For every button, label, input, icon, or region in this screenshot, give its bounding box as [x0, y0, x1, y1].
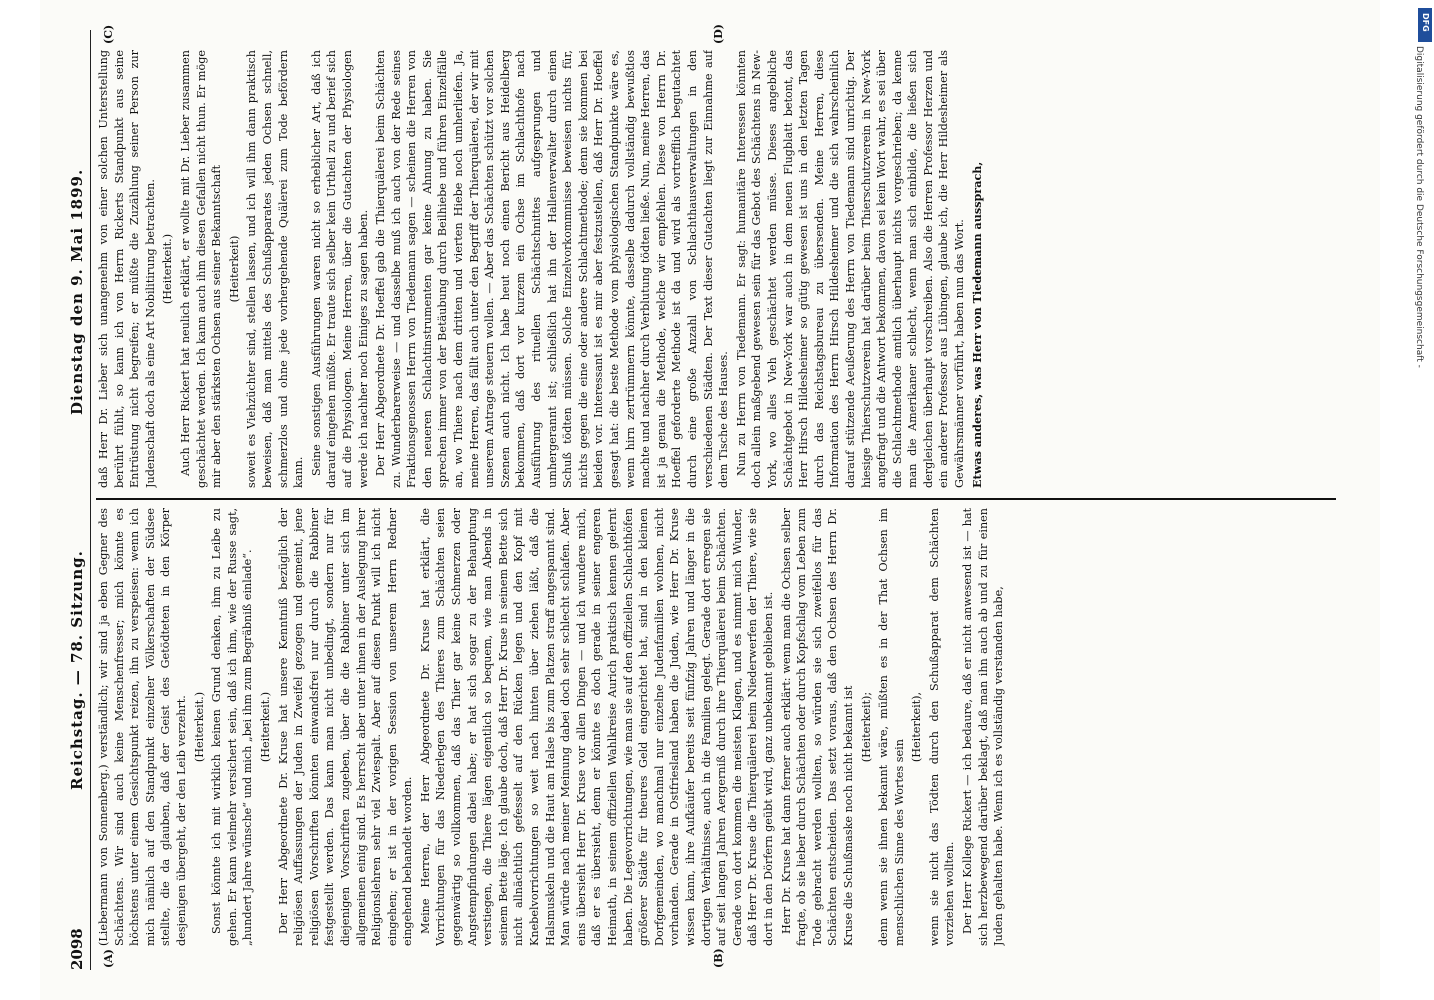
header-rule [90, 30, 91, 970]
paragraph: Seine sonstigen Ausführungen waren nicht so erheblicher Art, daß ich darauf eingehen müßte. Er traute sich selber kein Urtheil zu und berief sich auf die Physiologen. Meine Herren, über die Gutachten der Physiologen werde ich nachher noch Einiges zu sagen haben. [309, 50, 370, 488]
margin-marker-b: (B) [712, 948, 725, 968]
paragraph: (Liebermann von Sonnenberg.) verständlich; wir sind ja eben Gegner des Schächtens. Wir sind auch keine Menschenfresser; mich könnte es höchstens unter einem Gesichtspunkt reizen, ihn zu verspeisen: wenn ich mich nämlich auf den Standpunkt einzelner Völkerschaften der Südsee stellte, die da glauben, daß der Geist des Getödteten in den Körper desjenigen übergeht, der den Leib verzehrt. [97, 508, 188, 946]
column-divider [96, 498, 1336, 500]
right-text-column [96, 50, 1336, 488]
paragraph: (Heiterkeit), [910, 691, 924, 763]
credit-text: Digitalisierung gefördert durch die Deutsche Forschungsgemeinschaft - [1414, 46, 1424, 368]
paragraph: Der Herr Kollege Rickert — ich bedaure, daß er nicht anwesend ist — hat sich herzbewegend darüber beklagt, daß man ihn auch ab und zu für einen Juden gehalten habe. Wenn ich es vollständig verstanden habe, [961, 508, 1006, 946]
paragraph: (Heiterkeit) [227, 235, 241, 303]
dfg-logo: DFG [1418, 8, 1432, 42]
paragraph: Herr Dr. Kruse hat dann ferner auch erklärt: wenn man die Ochsen selber fragte, ob sie lieber durch Schächten oder durch Kopfschlag vom Leben zum Tode gebracht werden wollten, so würden sie sich zweifellos für das Schächten entscheiden. Das setzt voraus, daß den Ochsen des Herrn Dr. Kruse die Schußmaske noch nicht bekannt ist [779, 508, 855, 946]
paragraph: Der Herr Abgeordnete Dr. Hoeffel gab die Thierquälerei beim Schächten zu. Wunderbarerweise — und dasselbe muß ich auch von der Rede seines Fraktionsgenossen Herrn von Tiedemann sagen — scheinen die Herren von den neueren Schlachtinstrumenten gar keine Ahnung zu haben. Sie sprechen immer von der Betäubung durch Beilhiebe und führen Einzelfälle an, wo Thiere nach dem dritten und vierten Hiebe noch umherliefen. Ja, meine Herren, das fällt auch unter den Begriff der Thierquälerei, der wir mit unserem Antrage steuern wollen. — Aber das Schächten schützt vor solchen Szenen auch nicht. Ich habe heut noch einen Bericht aus Heidelberg bekommen, daß dort vor kurzem ein Ochse im Schlachthofe nach Ausführung des rituellen Schächtschnittes aufgesprungen und umhergerannt ist; schließlich hat ihn der Hallenverwalter durch einen Schuß tödten müssen. Solche Einzelvorkommnisse beweisen nichts für, nichts gegen die eine oder andere Schlachtmethode; denn sie kommen bei beiden vor. Interessant ist es mir aber festzustellen, daß Herr Dr. Hoeffel gesagt hat: die beste Methode vom physiologischen Standpunkte wäre es, wenn hirn zertrümmern könnte, dasselbe dadurch vollständig bewußtlos machte und nachher durch Verblutung tödten ließe. Nun, meine Herren, das ist ja genau die Methode, welche wir empfehlen. Diese von Herrn Dr. Hoeffel geforderte Methode ist da und wird als vortrefflich begutachtet durch eine große Anzahl von Schlachthausverwaltungen in den verschiedenen Städten. Der Text dieser Gutachten liegt zur Einnahme auf dem Tische des Hauses. [374, 50, 731, 488]
paragraph: Nun zu Herrn von Tiedemann. Er sagt: humanitäre Interessen könnten doch allein maßgebend gewesen sein für das Gebot des Schächtens in New-York, wo alles Vieh geschächtet werden müsse. Dieses angebliche Schächtgebot in New-York war auch in dem neuen Flugblatt betont, das Herr Hirsch Hildesheimer so gütig gewesen ist uns in den letzten Tagen durch das Reichstagsbureau zu übersenden. Meine Herren, diese Information des Herrn Hirsch Hildesheimer und die sich wahrscheinlich darauf stützende Aeußerung des Herrn von Tiedemann sind unrichtig. Der hiesige Thierschutzverein hat darüber beim Thierschutzverein in New-York angefragt und die Antwort bekommen, davon sei kein Wort wahr, es sei über die Schlachtmethode amtlich überhaupt nichts vorgeschrieben; da kenne man die Amerikaner schlecht, wenn man sich einbilde, die ließen sich dergleichen überhaupt vorschreiben. Also die Herren Professor Herzen und ein anderer Professor aus Lübingen, glaube ich, die Herr Hildesheimer als Gewährsmänner vorführt, haben nun das Wort. [734, 50, 967, 488]
paragraph: Auch Herr Rickert hat neulich erklärt, er wollte mit Dr. Lieber zusammen geschächtet werden. Ich kann auch ihm diesen Gefallen nicht thun. Er möge mir aber den stärksten Ochsen aus seiner Bekanntschaft [178, 50, 224, 488]
paragraph: soweit es Viehzüchter sind, stellen lassen, und ich will ihm dann praktisch beweisen, daß man mittels des Schußapparates jeden Ochsen schnell, schmerzlos und ohne jede vorhergehende Quälerei zum Tode befördern kann. [245, 50, 306, 488]
margin-marker-a: (A) [102, 949, 115, 968]
page-number: 2098 [68, 928, 86, 970]
paragraph: denn wenn sie ihnen bekannt wäre, müßten es in der That Ochsen im menschlichen Sinne des Wortes sein [877, 508, 906, 946]
rotated-page [62, 24, 1362, 970]
paragraph: Der Herr Abgeordnete Dr. Kruse hat unsere Kenntniß bezüglich der religiösen Auffassungen der Juden in Zweifel gezogen und gemeint, jene religiösen Vorschriften könnten einwandsfrei nur durch die Rabbiner festgestellt werden. Das kann man nicht unbedingt, sondern nur für diejenigen Vorschriften zugeben, über die die Rabbiner unter sich im allgemeinen einig sind. Es herrscht aber unter ihnen in der Auslegung ihrer Religionslehren sehr viel Zwiespalt. Aber auf diesen Punkt will ich nicht eingehen; er ist in der vorigen Session von unserem Herrn Redner eingehend behandelt worden. [276, 508, 415, 946]
paragraph: (Heiterkeit); [859, 691, 873, 763]
margin-marker-c: (C) [102, 24, 115, 44]
session-date: Dienstag den 9. Mai 1899. [68, 168, 86, 415]
paragraph: Sonst könnte ich mit wirklich keinen Grund denken, ihm zu Leibe zu gehen. Er kann vielmehr versichert sein, daß ich ihm, wie der Russe sagt, „hundert Jahre wünsche“ und mich „bei ihm zum Begräbniß einlade“. [210, 508, 255, 946]
paragraph: Etwas anderes, was Herr von Tiedemann aussprach, [969, 161, 984, 488]
scanned-page [40, 0, 1380, 1000]
paragraph: (Heiterkeit.) [192, 691, 206, 763]
paragraph: daß Herr Dr. Lieber sich unangenehm von einer solchen Unterstellung berührt fühlt, so kann ich von Herrn Rickerts Standpunkt aus seine Entrüstung nicht begreifen; er müßte die Zuzählung seiner Person zur Judenschaft doch als eine Art Nobilitirung betrachten. [97, 50, 157, 488]
paragraph: (Heiterkeit.) [258, 691, 272, 763]
session-title: Reichstag. — 78. Sitzung. [68, 550, 86, 790]
paragraph: wenn sie nicht das Tödten durch den Schußapparat dem Schächten vorziehen wollten. [927, 508, 957, 946]
left-text-column [96, 508, 1336, 946]
paragraph: (Heiterkeit.) [161, 233, 175, 305]
margin-marker-d: (D) [712, 24, 725, 44]
paragraph: Meine Herren, der Herr Abgeordnete Dr. Kruse hat erklärt, die Vorrichtungen für das Niederlegen des Thieres zum Schächten seien gegenwärtig so vollkommen, daß das Thier gar keine Schmerzen oder Angstempfindungen dabei habe; er hat sich sogar zu der Behauptung verstiegen, die Thiere lägen eigentlich so bequem, wie man Abends in seinem Bette läge. Ich glaube doch, daß Herr Dr. Kruse in seinem Bette sich nicht allnächtlich gefesselt auf den Rücken legen und den Kopf mit Knebelvorrichtungen so weit nach hinten über ziehen läßt, daß die Halsmuskeln und die Haut am Halse bis zum Platzen straff angespannt sind. Man würde nach meiner Meinung dabei doch sehr schlecht schlafen. Aber eins übersieht Herr Dr. Kruse vor allen Dingen — und ich wundere mich, daß er es übersieht, denn er könnte es doch gerade in seiner engeren Heimath, in seinem offiziellen Wahlkreise Aurich praktisch kennen gelernt haben. Die Legevorrichtungen, wie man sie auf den offiziellen Schlachthöfen größerer Städte für theures Geld eingerichtet hat, sind in den kleinen Dorfgemeinden, wo manchmal nur einzelne Judenfamilien wohnen, nicht vorhanden. Gerade in Ostfriesland haben die Juden, wie Herr Dr. Kruse wissen kann, ihre Aufkäufer bereits seit fünfzig Jahren und länger in die dortigen Verhältnisse, auch in die Familien gelegt. Gerade dort erregen sie auf seit langen Jahren Aergerniß durch ihre Thierquälerei beim Schächten. Gerade von dort kommen die meisten Klagen, und es nimmt mich Wunder, daß Herr Dr. Kruse die Thierquälerei beim Niederwerfen der Thiere, wie sie dort in den Dörfern geübt wird, ganz unbekannt geblieben ist. [418, 508, 775, 946]
digitization-credit [1410, 46, 1432, 826]
